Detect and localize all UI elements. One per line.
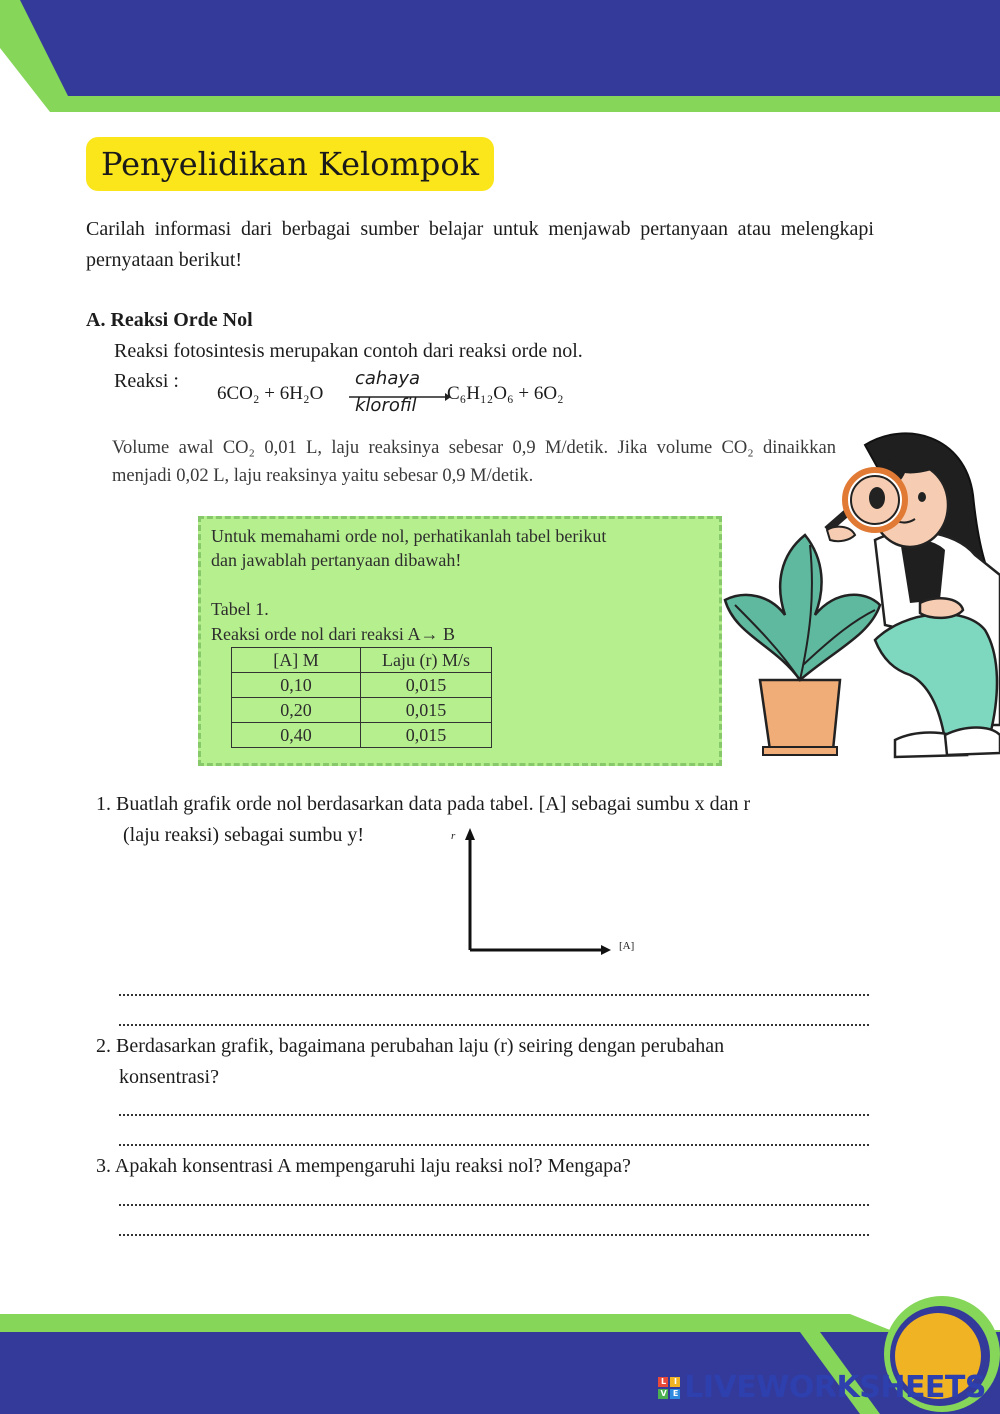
table-cell: 0,015 — [361, 698, 492, 723]
equation-condition-bottom: klorofil — [355, 395, 417, 416]
reaction-equation — [211, 370, 591, 416]
section-heading: A. Reaksi Orde Nol — [86, 309, 253, 331]
answer-line-3b[interactable] — [119, 1220, 869, 1236]
header-band — [0, 0, 1000, 120]
answer-line-3a[interactable] — [119, 1190, 869, 1206]
question-1-line-1: 1. Buatlah grafik orde nol berdasarkan data pada tabel. [A] sebagai sumbu x dan r — [96, 793, 751, 815]
answer-line-1b[interactable] — [119, 1010, 869, 1026]
volume-description: Volume awal CO₂ 0,01 L, laju reaksinya sebesar 0,9 M/detik. Jika volume CO₂ dinaikkan menjadi 0,02 L, laju reaksinya yaitu sebesar 0,9 M/detik. — [112, 438, 836, 486]
intro-paragraph: Carilah informasi dari berbagai sumber belajar untuk menjawab pertanyaan atau melengkapi pernyataan berikut! — [86, 218, 874, 271]
liveworksheets-logo — [658, 1370, 986, 1405]
table-caption: Tabel 1. — [211, 599, 269, 619]
data-table — [231, 647, 492, 748]
table-row — [232, 673, 492, 698]
table-cell: 0,015 — [361, 673, 492, 698]
page-title: Penyelidikan Kelompok — [86, 137, 494, 191]
table-header-row — [232, 648, 492, 673]
graph-axes — [445, 828, 645, 958]
question-2-line-2: konsentrasi? — [119, 1066, 219, 1088]
question-2-line-1: 2. Berdasarkan grafik, bagaimana perubahan laju (r) seiring dengan perubahan — [96, 1035, 725, 1057]
equation-condition-top: cahaya — [355, 368, 421, 389]
answer-line-2b[interactable] — [119, 1130, 869, 1146]
equation-products: C₆H₁₂O₆ + 6O₂ — [447, 383, 564, 404]
section-description: Reaksi fotosintesis merupakan contoh dari reaksi orde nol. — [114, 340, 583, 362]
graph-x-label: [A] — [619, 940, 635, 952]
table-header-concentration: [A] M — [232, 648, 361, 673]
graph-y-label: r — [451, 830, 456, 842]
table-row — [232, 723, 492, 748]
question-1-line-2: (laju reaksi) sebagai sumbu y! — [123, 824, 365, 846]
reaction-label: Reaksi : — [114, 370, 179, 392]
liveworksheets-logo-icon: L I V E — [658, 1377, 680, 1399]
table-cell: 0,20 — [232, 698, 361, 723]
table-cell: 0,10 — [232, 673, 361, 698]
table-cell: 0,40 — [232, 723, 361, 748]
scientist-illustration — [715, 425, 1000, 770]
table-header-rate: Laju (r) M/s — [361, 648, 492, 673]
table-cell: 0,015 — [361, 723, 492, 748]
box-instruction-1: Untuk memahami orde nol, perhatikanlah tabel berikut — [211, 526, 607, 546]
question-3-line-1: 3. Apakah konsentrasi A mempengaruhi laju reaksi nol? Mengapa? — [96, 1155, 631, 1177]
table-box — [198, 516, 722, 766]
box-instruction-2: dan jawablah pertanyaan dibawah! — [211, 550, 462, 570]
table-subtitle: Reaksi orde nol dari reaksi A→ B — [211, 624, 455, 644]
answer-line-1a[interactable] — [119, 980, 869, 996]
equation-reactants: 6CO₂ + 6H₂O — [217, 383, 324, 404]
table-row — [232, 698, 492, 723]
empty-graph — [445, 828, 645, 958]
liveworksheets-brand: LIVEWORKSHEETS — [684, 1370, 986, 1405]
answer-line-2a[interactable] — [119, 1100, 869, 1116]
